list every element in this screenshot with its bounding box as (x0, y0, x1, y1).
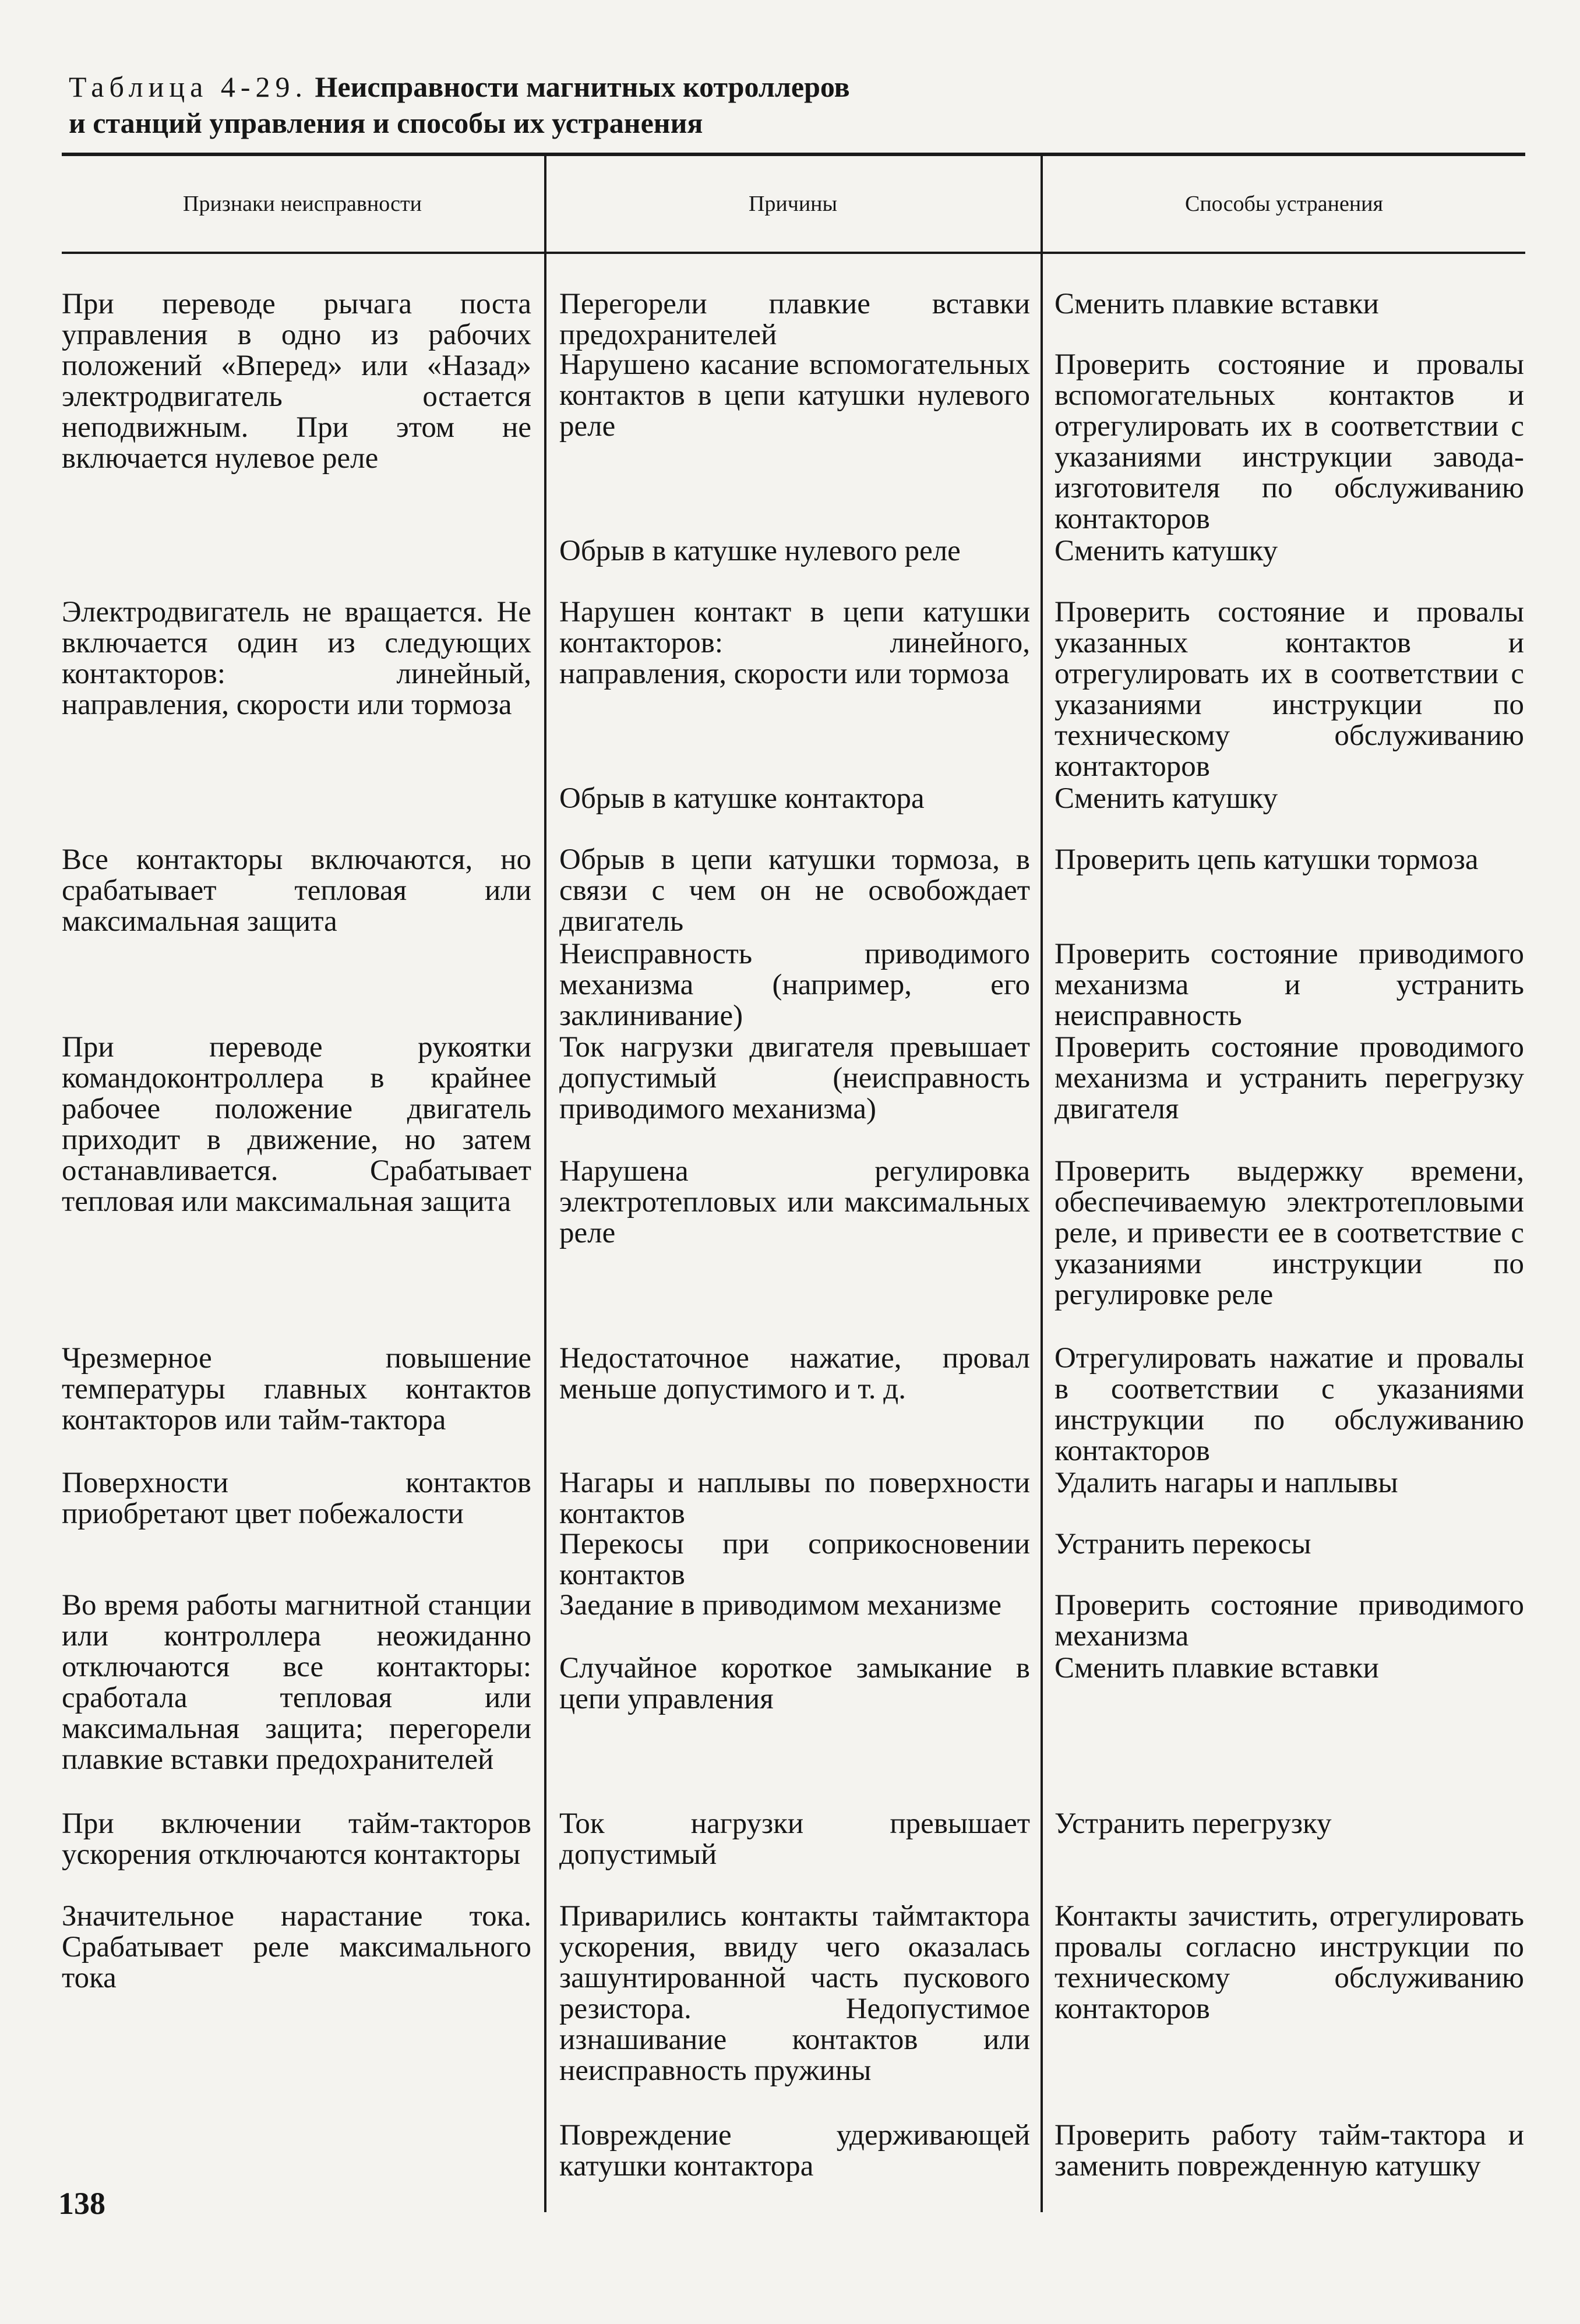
remedy-cell: Устранить перегрузку (1054, 1807, 1332, 1840)
header-causes: Причины (748, 192, 838, 216)
remedy-cell: Проверить цепь катушки тормоза (1054, 843, 1479, 876)
cause-cell: Ток нагрузки превышает допустимый (559, 1807, 1030, 1871)
remedy-cell: Сменить катушку (1054, 535, 1278, 567)
remedy-cell: Проверить состояние проводимого механизма и устранить перегрузку двигателя (1054, 1031, 1524, 1125)
remedy-cell: Проверить выдержку времени, обеспечиваемую электротепловыми реле, и привести ее в соответствие с указаниями инструкции по регулировке реле (1054, 1155, 1524, 1311)
cause-cell: Перегорели плавкие вставки предохранителей (559, 288, 1030, 351)
symptom-cell: При включении тайм-такторов ускорения отключаются контакторы (62, 1807, 531, 1871)
cause-cell: Нарушен контакт в цепи катушки контакторов: линейного, направления, скорости или тормоза (559, 596, 1030, 690)
cause-cell: Неисправность приводимого механизма (например, его заклинивание) (559, 938, 1030, 1032)
symptom-cell: Все контакторы включаются, но срабатывает тепловая или максимальная защита (62, 843, 531, 938)
remedy-cell: Удалить нагары и наплывы (1054, 1467, 1398, 1499)
table-label: Таблица 4-29. (69, 70, 308, 103)
symptom-cell: При переводе рукоятки командоконтроллера в крайнее рабочее положение двигатель приходит в движение, но затем останавливается. Срабатывает тепловая или максимальная защита (62, 1031, 531, 1218)
remedy-cell: Проверить состояние и провалы указанных контактов и отрегулировать их в соответствии с указаниями инструкции по техническому обслуживанию контакторов (1054, 596, 1524, 783)
cause-cell: Обрыв в катушке контактора (559, 782, 925, 815)
remedy-cell: Сменить плавкие вставки (1054, 288, 1379, 320)
cause-cell: Случайное короткое замыкание в цепи управления (559, 1652, 1030, 1715)
table-title: Неисправности магнитных котроллеров и станций управления и способы их устранения (69, 70, 850, 139)
cause-cell: Нагары и наплывы по поверхности контактов (559, 1467, 1030, 1530)
symptom-cell: Поверхности контактов приобретают цвет побежалости (62, 1467, 531, 1530)
remedy-cell: Устранить перекосы (1054, 1528, 1311, 1560)
remedy-cell: Проверить состояние приводимого механизма и устранить неисправность (1054, 938, 1524, 1032)
symptom-cell: Во время работы магнитной станции или контроллера неожиданно отключаются все контакторы: сработала тепловая или максимальная защита; перегорели плавкие вставки предохранителей (62, 1589, 531, 1776)
remedy-cell: Проверить состояние и провалы вспомогательных контактов и отрегулировать их в соответствии с указаниями инструкции завода-изготовителя по обслуживанию контакторов (1054, 348, 1524, 535)
cause-cell: Заедание в приводимом механизме (559, 1589, 1002, 1622)
remedy-cell: Контакты зачистить, отрегулировать провалы согласно инструкции по техническому обслуживанию контакторов (1054, 1900, 1524, 2025)
table-caption (69, 69, 1502, 141)
top-rule (62, 153, 1525, 156)
cause-cell: Обрыв в цепи катушки тормоза, в связи с чем он не освобождает двигатель (559, 843, 1030, 938)
cause-cell: Повреждение удерживающей катушки контактора (559, 2119, 1030, 2182)
cause-cell: Обрыв в катушке нулевого реле (559, 535, 961, 567)
symptom-cell: При переводе рычага поста управления в одно из рабочих положений «Вперед» или «Назад» электродвигатель остается неподвижным. При этом не включается нулевое реле (62, 288, 531, 475)
remedy-cell: Проверить состояние приводимого механизма (1054, 1589, 1524, 1652)
cause-cell: Приварились контакты таймтактора ускорения, ввиду чего оказалась зашунтированной часть пускового резистора. Недопустимое изнашивание контактов или неисправность пружины (559, 1900, 1030, 2087)
remedy-cell: Проверить работу тайм-тактора и заменить поврежденную катушку (1054, 2119, 1524, 2182)
column-divider-1 (544, 156, 546, 2212)
page-number: 138 (58, 2186, 105, 2221)
remedy-cell: Отрегулировать нажатие и провалы в соответствии с указаниями инструкции по обслуживанию контакторов (1054, 1342, 1524, 1467)
symptom-cell: Чрезмерное повышение температуры главных контактов контакторов или тайм-тактора (62, 1342, 531, 1436)
header-rule (62, 252, 1525, 254)
symptom-cell: Значительное нарастание тока. Срабатывает реле максимального тока (62, 1900, 531, 1994)
remedy-cell: Сменить катушку (1054, 782, 1278, 815)
cause-cell: Недостаточное нажатие, провал меньше допустимого и т. д. (559, 1342, 1030, 1405)
remedy-cell: Сменить плавкие вставки (1054, 1652, 1379, 1684)
header-symptoms: Признаки неисправности (183, 192, 422, 216)
cause-cell: Нарушена регулировка электротепловых или максимальных реле (559, 1155, 1030, 1249)
symptom-cell: Электродвигатель не вращается. Не включается один из следующих контакторов: линейный, направления, скорости или тормоза (62, 596, 531, 721)
cause-cell: Ток нагрузки двигателя превышает допустимый (неисправность приводимого механизма) (559, 1031, 1030, 1125)
column-divider-2 (1041, 156, 1043, 2212)
header-remedies: Способы устранения (1184, 192, 1383, 216)
cause-cell: Нарушено касание вспомогательных контактов в цепи катушки нулевого реле (559, 348, 1030, 443)
cause-cell: Перекосы при соприкосновении контактов (559, 1528, 1030, 1591)
